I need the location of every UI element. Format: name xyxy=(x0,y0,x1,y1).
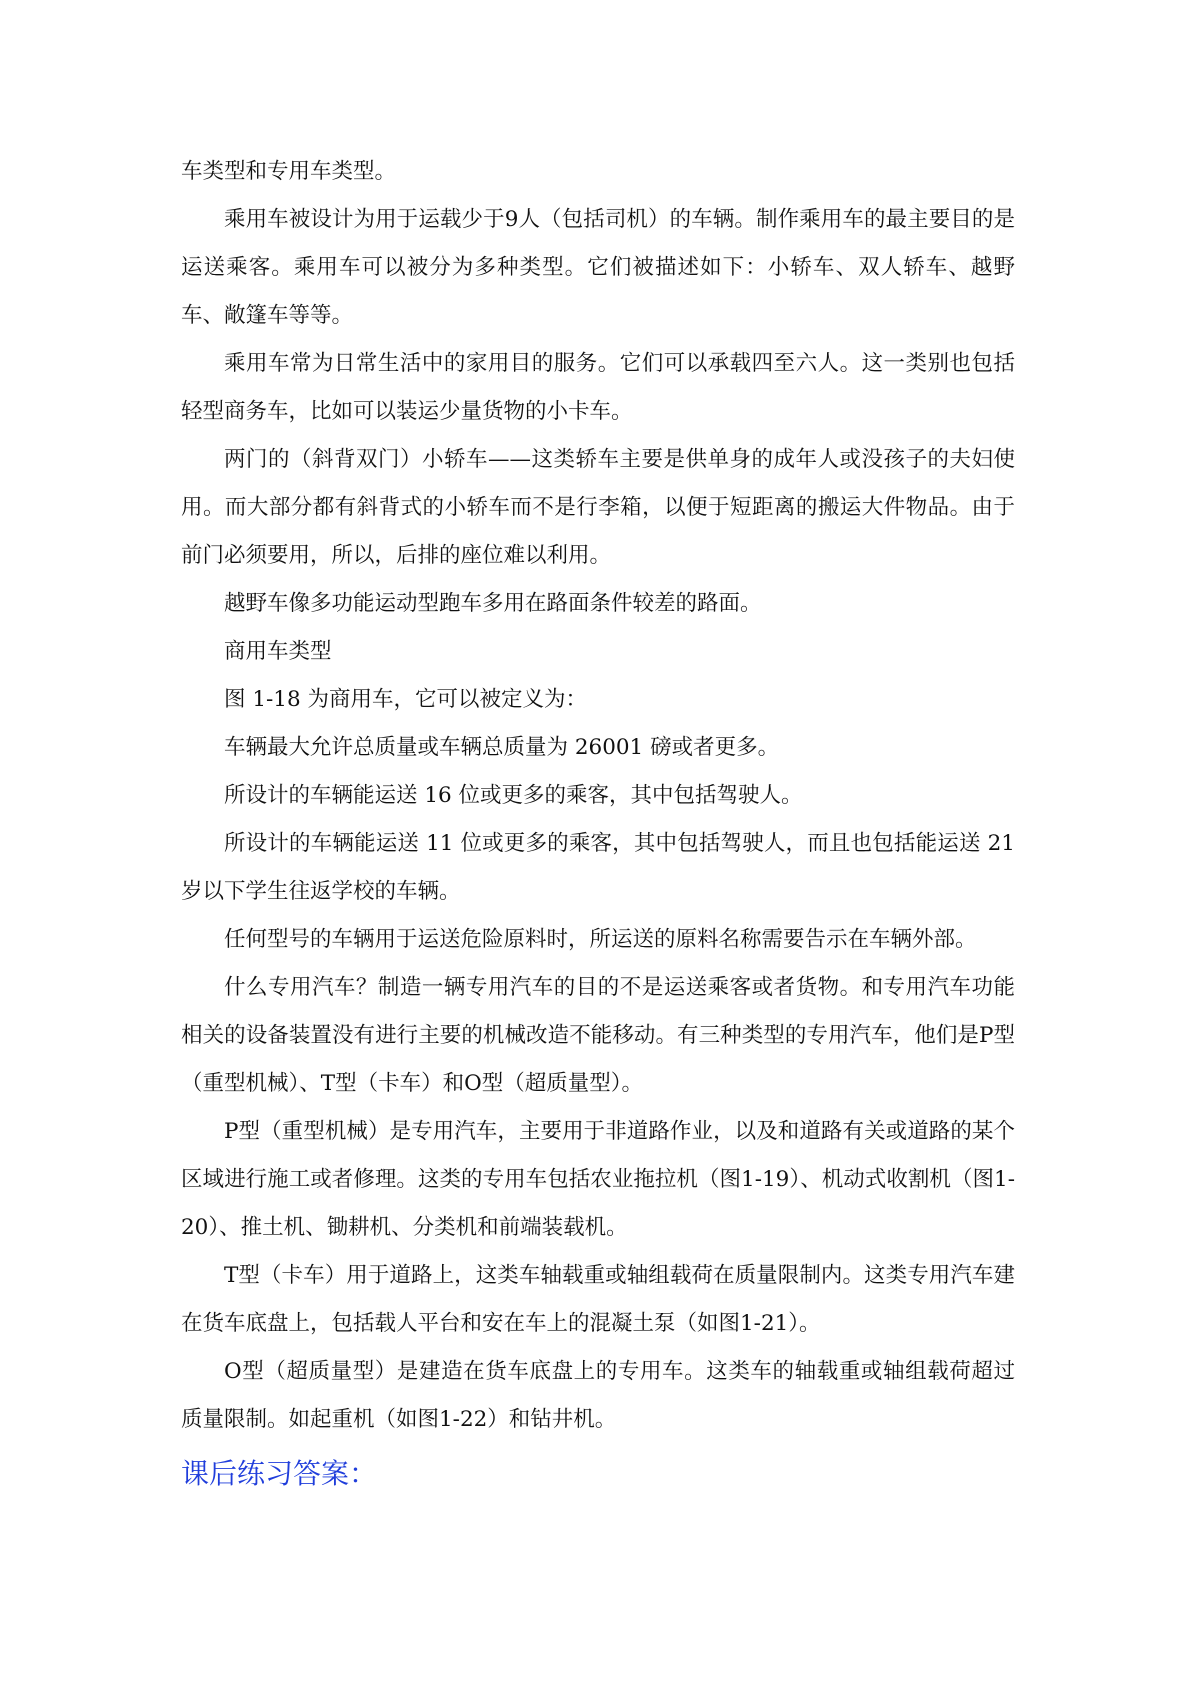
paragraph-continuation: 车类型和专用车类型。 xyxy=(181,159,397,184)
paragraph-o-type: O型（超质量型）是建造在货车底盘上的专用车。这类车的轴载重或轴组载荷超过质量限制。如起重机（如图1-22）和钻井机。 xyxy=(181,1359,1015,1432)
paragraph-t-type: T型（卡车）用于道路上，这类车轴载重或轴组载荷在质量限制内。这类专用汽车建在货车底盘上，包括载人平台和安在车上的混凝土泵（如图1-21）。 xyxy=(181,1263,1015,1336)
paragraph-commercial-definition: 图 1-18 为商用车，它可以被定义为： xyxy=(224,687,587,712)
paragraph-hazardous-materials: 任何型号的车辆用于运送危险原料时，所运送的原料名称需要告示在车辆外部。 xyxy=(224,927,977,952)
paragraph-off-road: 越野车像多功能运动型跑车多用在路面条件较差的路面。 xyxy=(224,591,762,616)
paragraph-commercial-type-title: 商用车类型 xyxy=(224,639,332,664)
paragraph-special-vehicle: 什么专用汽车？制造一辆专用汽车的目的不是运送乘客或者货物。和专用汽车功能相关的设备装置没有进行主要的机械改造不能移动。有三种类型的专用汽车，他们是P型（重型机械）、T型（卡车）和O型（超质量型）。 xyxy=(181,975,1015,1096)
section-heading: 课后练习答案： xyxy=(181,1457,378,1490)
paragraph-passenger-car-definition: 乘用车被设计为用于运载少于9人（包括司机）的车辆。制作乘用车的最主要目的是运送乘客。乘用车可以被分为多种类型。它们被描述如下：小轿车、双人轿车、越野车、敞篷车等等。 xyxy=(181,207,1015,328)
paragraph-commercial-16-passengers: 所设计的车辆能运送 16 位或更多的乘客，其中包括驾驶人。 xyxy=(224,783,803,808)
paragraph-two-door-sedan: 两门的（斜背双门）小轿车——这类轿车主要是供单身的成年人或没孩子的夫妇使用。而大部分都有斜背式的小轿车而不是行李箱，以便于短距离的搬运大件物品。由于前门必须要用，所以，后排的座位难以利用。 xyxy=(181,447,1015,568)
paragraph-commercial-weight: 车辆最大允许总质量或车辆总质量为 26001 磅或者更多。 xyxy=(224,735,780,760)
paragraph-commercial-11-passengers: 所设计的车辆能运送 11 位或更多的乘客，其中包括驾驶人，而且也包括能运送 21 岁以下学生往返学校的车辆。 xyxy=(181,831,1015,904)
paragraph-passenger-car-usage: 乘用车常为日常生活中的家用目的服务。它们可以承载四至六人。这一类别也包括轻型商务车，比如可以装运少量货物的小卡车。 xyxy=(181,351,1015,424)
paragraph-p-type: P型（重型机械）是专用汽车，主要用于非道路作业，以及和道路有关或道路的某个区域进行施工或者修理。这类的专用车包括农业拖拉机（图1-19）、机动式收割机（图1-20）、推土机、锄耕机、分类机和前端装载机。 xyxy=(181,1119,1015,1240)
document-body xyxy=(181,148,1015,1498)
